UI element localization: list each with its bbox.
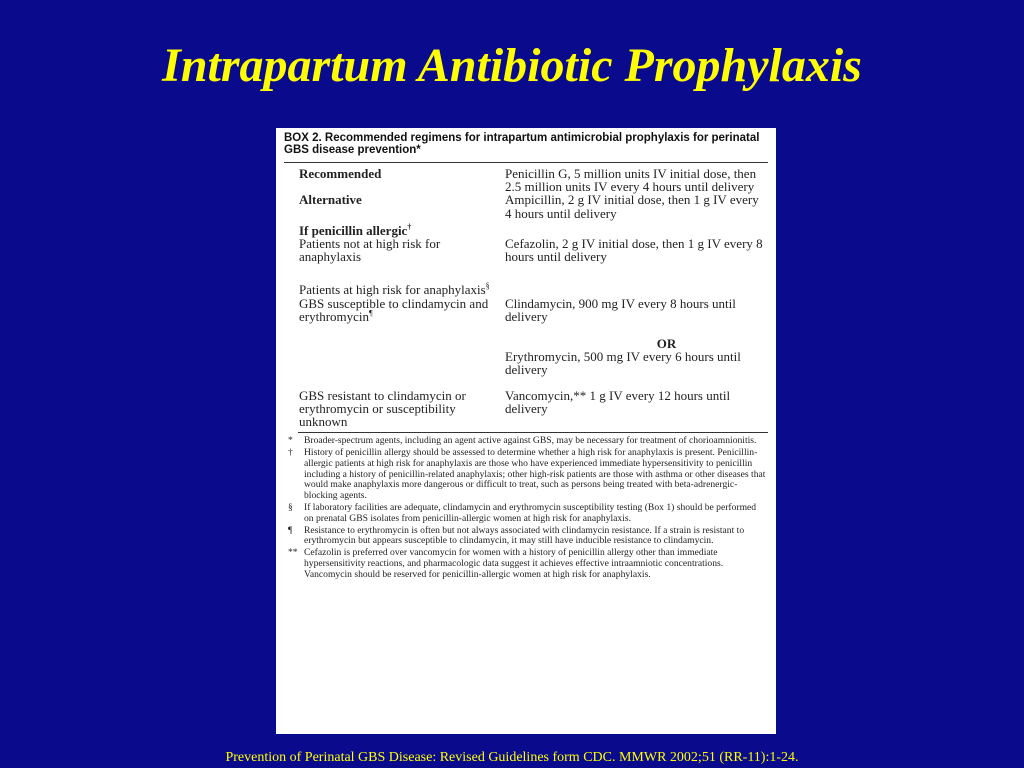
high-risk-cell — [284, 263, 497, 296]
table-row — [284, 193, 768, 219]
susceptible-cell — [284, 297, 497, 377]
table-row — [284, 167, 768, 193]
footnote-text: Broader-spectrum agents, including an agent active against GBS, may be necessary for treatment of chorioamnionitis. — [304, 435, 757, 447]
table-row — [284, 377, 768, 429]
table-row — [284, 220, 768, 237]
regimen-options — [497, 297, 768, 377]
footnote — [284, 436, 768, 447]
high-risk-label: Patients at high risk for anaphylaxis — [299, 282, 486, 298]
section-mark: § — [485, 282, 490, 292]
footnote-mark: * — [288, 435, 293, 447]
slide-title: Intrapartum Antibiotic Prophylaxis — [162, 39, 862, 92]
footnotes — [284, 436, 768, 580]
allergic-label: If penicillin allergic — [299, 222, 408, 238]
box-heading: BOX 2. Recommended regimens for intrapartum antimicrobial prophylaxis for perinatal GBS disease prevention* — [284, 132, 760, 156]
footnote-divider — [298, 432, 768, 433]
footnote-mark: † — [288, 447, 293, 459]
dagger-mark: † — [407, 222, 412, 232]
footnote-text: History of penicillin allergy should be assessed to determine whether a high risk for anaphylaxis is present. Penicillin-allergic patients at high risk for anaphylaxis are those who have experienced immediate hypersensitivity to penicillin including a history of penicillin-related anaphylaxis; other high-risk patients are those with asthma or other diseases that would make anaphylaxis more dangerous or difficult to treat, such as persons being treated with beta-adrenergic-blocking agents. — [304, 447, 766, 502]
heading-divider — [284, 162, 768, 163]
table-row — [284, 237, 768, 263]
vancomycin-regimen: Vancomycin,** 1 g IV every 12 hours until delivery — [505, 387, 731, 416]
alternative-regimen: Ampicillin, 2 g IV initial dose, then 1 g IV every 4 hours until delivery — [505, 192, 759, 221]
footnote — [284, 548, 768, 580]
recommended-label: Recommended — [299, 166, 382, 181]
clindamycin-regimen: Clindamycin, 900 mg IV every 8 hours until delivery — [505, 295, 736, 324]
pilcrow-mark: ¶ — [369, 308, 373, 318]
footnote-mark: ** — [288, 547, 298, 559]
footnote-text: If laboratory facilities are adequate, clindamycin and erythromycin susceptibility testing (Box 1) should be performed on prenatal GBS isolates from penicillin-allergic women at high risk for anaphylaxis. — [304, 502, 757, 524]
susceptible-label: GBS susceptible to clindamycin and erythromycin — [299, 295, 489, 324]
scanned-document-box — [276, 128, 776, 734]
resistant-label: GBS resistant to clindamycin or erythromycin or susceptibility unknown — [299, 387, 466, 430]
not-high-risk-label: Patients not at high risk for anaphylaxis — [299, 236, 441, 265]
recommended-regimen: Penicillin G, 5 million units IV initial dose, then 2.5 million units IV every 4 hours until delivery — [505, 166, 757, 195]
footnote-mark: ¶ — [288, 524, 293, 536]
footnote — [284, 503, 768, 525]
footnote-mark: § — [288, 502, 293, 514]
allergic-cell — [284, 220, 497, 237]
footnote-text: Resistance to erythromycin is often but not always associated with clindamycin resistance. If a strain is resistant to erythromycin but appears susceptible to clindamycin, it may still have inducible resistance to clindamycin. — [304, 524, 745, 547]
footnote — [284, 526, 768, 548]
footnote — [284, 448, 768, 502]
table-row — [284, 263, 768, 296]
table-row — [284, 297, 768, 377]
footnote-text: Cefazolin is preferred over vancomycin for women with a history of penicillin allergy other than immediate hypersensitivity reactions, and pharmacologic data suggest it achieves effective intraamniotic concentrations. Vancomycin should be reserved for penicillin-allergic women at high risk for anaphylaxis. — [304, 547, 724, 580]
not-high-risk-regimen: Cefazolin, 2 g IV initial dose, then 1 g IV every 8 hours until delivery — [505, 236, 763, 265]
citation: Prevention of Perinatal GBS Disease: Revised Guidelines form CDC. MMWR 2002;51 (RR-11):1-24. — [225, 750, 799, 765]
regimens-table — [284, 167, 768, 428]
alternative-label: Alternative — [299, 192, 362, 208]
erythromycin-regimen: Erythromycin, 500 mg IV every 6 hours until delivery — [505, 349, 741, 378]
or-label: OR — [656, 336, 677, 352]
